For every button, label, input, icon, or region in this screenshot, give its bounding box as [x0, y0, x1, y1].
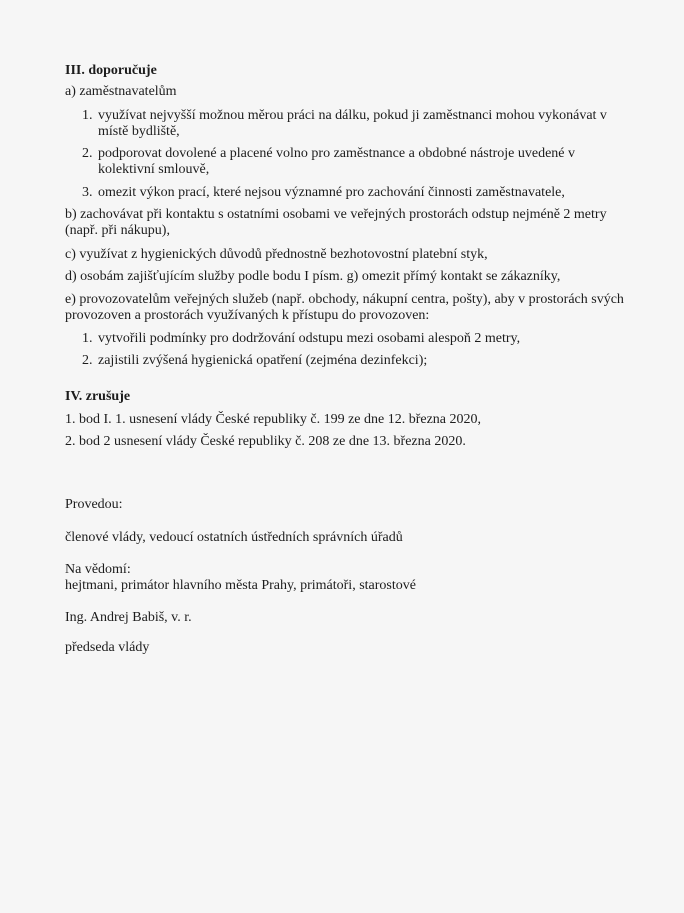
section-iii-b: b) zachovávat při kontaktu s ostatními osobami ve veřejných prostorách odstup nejméně 2 metry (např. při nákupu),: [65, 207, 607, 238]
a-item-3: [82, 185, 622, 201]
e-item-1: [82, 331, 612, 347]
a-item-1-num: 1.: [82, 108, 93, 123]
a-item-2-text: podporovat dovolené a placené volno pro zaměstnance a obdobné nástroje uvedené v kolektivní smlouvě,: [98, 146, 575, 177]
section-iii-c: c) využívat z hygienických důvodů přednostně bezhotovostní platební styk,: [65, 247, 488, 262]
a-item-3-num: 3.: [82, 185, 93, 200]
e-item-2: [82, 353, 612, 369]
a-item-1-text: využívat nejvyšší možnou měrou práci na dálku, pokud ji zaměstnanci mohou vykonávat v místě bydliště,: [98, 108, 607, 139]
e-item-1-text: vytvořili podmínky pro dodržování odstupu mezi osobami alespoň 2 metry,: [98, 331, 521, 346]
section-iii-heading: III. doporučuje: [65, 63, 157, 78]
a-item-3-text: omezit výkon prací, které nejsou významné pro zachování činnosti zaměstnavatele,: [98, 185, 565, 200]
a-item-1: [82, 108, 612, 140]
section-iv-item-2: 2. bod 2 usnesení vlády České republiky č. 208 ze dne 13. března 2020.: [65, 434, 466, 449]
provedou-text: členové vlády, vedoucí ostatních ústředních správních úřadů: [65, 530, 403, 545]
section-iii-e: e) provozovatelům veřejných služeb (např. obchody, nákupní centra, pošty), aby v prostorách svých provozoven a prostorách využívaných k přístupu do provozoven:: [65, 292, 624, 323]
a-item-2: [82, 146, 582, 178]
e-item-2-text: zajistili zvýšená hygienická opatření (zejména dezinfekci);: [98, 353, 428, 368]
provedou-label: Provedou:: [65, 497, 123, 512]
section-iii-a-label: a) zaměstnavatelům: [65, 84, 177, 99]
signatory-title: předseda vlády: [65, 640, 150, 655]
na-vedomi-label: Na vědomí:: [65, 562, 131, 577]
section-iv-item-1: 1. bod I. 1. usnesení vlády České republiky č. 199 ze dne 12. března 2020,: [65, 412, 482, 427]
e-item-2-num: 2.: [82, 353, 93, 368]
a-item-2-num: 2.: [82, 146, 93, 161]
section-iii-d: d) osobám zajišťujícím služby podle bodu I písm. g) omezit přímý kontakt se zákazníky,: [65, 269, 561, 284]
na-vedomi-text: hejtmani, primátor hlavního města Prahy, primátoři, starostové: [65, 578, 416, 593]
section-iv-heading: IV. zrušuje: [65, 389, 131, 404]
signatory-name: Ing. Andrej Babiš, v. r.: [65, 610, 192, 625]
e-item-1-num: 1.: [82, 331, 93, 346]
